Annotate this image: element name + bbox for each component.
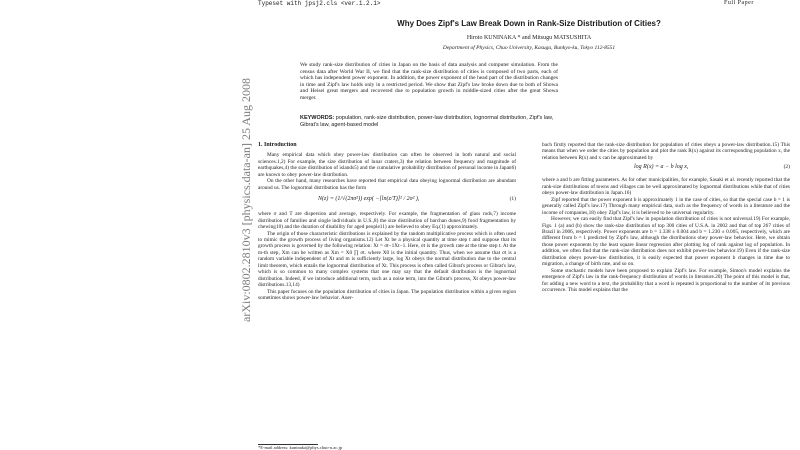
equation-body: N(z) = (1/√(2πσ²)) exp( −[ln(z/T)]² / 2σ² ), [318, 196, 420, 203]
paragraph: bach firstly reported that the rank-size distribution for population of cities obeys a power-law distribution.15) This means that when we order the cities by population and plot the rank R(x) against its corresponding population x, the relation between R(x) and x can be approximated by [542, 142, 790, 161]
section-heading: 1. Introduction [258, 142, 297, 148]
paragraph: where σ and T are dispersion and average, respectively. For example, the fragmentation of glass rods,7) income distribution of families and single individuals in U.S.,8) the size distribution of barchan dunes,9) food fragmentation by chewing10) and the duration of disability for aged people11) are believed to obey Eq.(1) approximately. [258, 211, 516, 231]
paper-title: Why Does Zipf's Law Break Down in Rank-Size Distribution of Cities? [397, 19, 661, 28]
paragraph: Some stochastic models have been proposed to explain Zipf's law. For example, Simon's model explains the emergence of Zipf's law in the rank-frequency distribution of words in literature.20) The point of this model is that, for adding a new word to a text, the probability that a word is repeated is proportional to the number of its previous occurrence. This model explains that the [542, 267, 790, 294]
paragraph: The origin of those characteristic distributions is explained by the random multiplicative process which is often used to mimic the growth process of living organisms.12) Let Xt be a physical quantity at time step t and suppose that its growth process is governed by the following relation: Xt = σt−1Xt−1. Here, σt is the growth rate at the time step t. At the m-th step, Xm can be written as Xm = X0 ∏ σt. where X0 is the initial quantity. Thus, when we assume that σt is a random variable independent of Xt and m is sufficiently large, log Xt obeys the normal distribution due to the central limit theorem, which entails the lognormal distribution of Xt. This process is often called Gibrat's process or Gibrat's law, which is so common to many complex systems that one may say that the default distribution is the lognormal distribution. Indeed, if we introduce additional term, such as a noise term, into the Gibrat's process, Xt obeys power-law distributions.13,14) [258, 230, 516, 289]
keywords-list: population, rank-size distribution, power-law distribution, lognormal distribution, Zipf's law, Gibrat's law, agent-based model [300, 115, 554, 128]
paragraph: Many empirical data which obey power-law distribution can often be observed in both natural and social sciences.1,2) For example, the size distribution of lunar craters,3) the relation between frequency and magnitude of earthquakes,4) the size distribution of islands5) and the cumulative probability distribution of personal income in Japan6) are known to obey power-law distribution. [258, 152, 516, 178]
paragraph: This paper focuses on the population distribution of cities in Japan. The population distribution within a given region sometimes shows power-law behavior. Auer- [258, 288, 516, 302]
equation-body: log R(x) = a − b log x, [634, 164, 689, 171]
equation-number: (2) [783, 164, 790, 171]
typeset-line: Typeset with jpsj2.cls <ver.1.2.1> [258, 0, 381, 7]
section-label: Full Paper [724, 0, 754, 6]
paper-affiliation: Department of Physics, Chuo University, Kasuga, Bunkyo-ku, Tokyo 112-8551 [442, 45, 616, 51]
paragraph: However, we can easily find that Zipf's law in population distribution of cities is not universal.19) For example, Figs. 1 (a) and (b) show the rank-size distribution of top 300 cities of U.S.A. in 2002 and that of top 267 cities of Brazil in 2006, respectively. Power exponents are b = 1.338 ± 0.004 and b = 1.230 ± 0.005, respectively, which are different from b = 1 predicted by Zipf's law, although the distributions obey power-law behavior. Here, we obtain those power exponents by the least square linear regression after plotting log of rank against log of population. In addition, we often find that the rank-size distribution does not exhibit power-law behavior.19) Even if the rank-size distribution obeys power-law distribution, it is easily expected that power exponent b changes in time due to migration, a change of birth rate, and so on. [542, 216, 790, 268]
left-column [258, 142, 516, 442]
equation-number: (1) [509, 196, 516, 203]
equation-1 [258, 194, 516, 208]
footnote: *E-mail address: kuninaka@phys.chuo-u.ac.jp [258, 445, 342, 450]
keywords-label: KEYWORDS: [300, 115, 335, 121]
right-column [542, 142, 790, 450]
keywords [300, 115, 558, 128]
equation-2 [542, 164, 790, 174]
arxiv-stamp: arXiv:0802.2810v3 [physics.data-an] 25 Aug 2008 [239, 78, 253, 322]
paragraph: Zipf reported that the power exponent b is approximately 1 in the case of cities, so that the special case b = 1 is generally called Zipf's law.17) Through many empirical data, such as the frequency of words in a literature and the income of companies,18) obey Zipf's law, it is believed to be universal regularity. [542, 196, 790, 216]
abstract: We study rank-size distribution of cities in Japan on the basis of data analysis and computer simulation. From the census data after World War II, we find that the rank-size distribution of cities is composed of two parts, each of which has independent power exponent. In addition, the power exponent of the head part of the distribution changes in time and Zipf's law holds only in a restricted period. We show that Zipf's law broke down due to both of Showa and Heisei great mergers and recovered due to population growth in middle-sized cities after the great Showa merger. [300, 62, 558, 101]
paragraph: where a and b are fitting parameters. As for other municipalities, for example, Sasaki et al. recently reported that the rank-size distributions of towns and villages can be well approximated by lognormal distributions while that of cities obeys power-law distribution in Japan.16) [542, 177, 790, 197]
paper-authors: Hiroto KUNINAKA * and Mitsugu MATSUSHITA [466, 35, 592, 41]
paragraph: On the other hand, many researches have reported that empirical data obeying lognormal distribution are abundant around us. The lognormal distribution has the form [258, 178, 516, 191]
